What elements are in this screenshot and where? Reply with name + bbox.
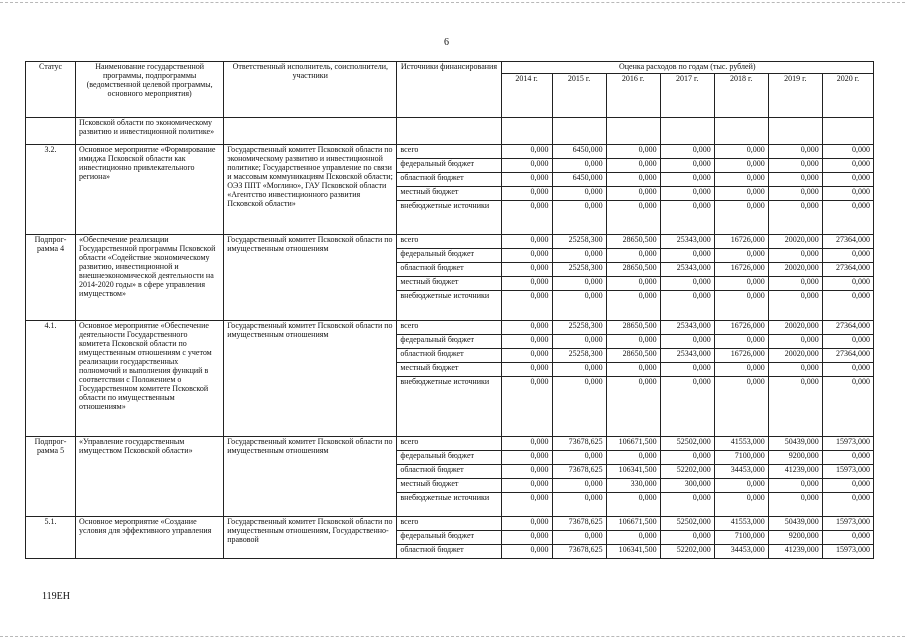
funding-source-cell: областной бюджет (397, 348, 501, 362)
amount-cell: 25258,300 (552, 262, 606, 276)
amount-cell: 0,000 (714, 158, 768, 172)
status-cell: 3.2. (26, 144, 76, 234)
amount-cell: 0,000 (501, 248, 552, 262)
amount-cell: 0,000 (606, 376, 660, 436)
amount-cell: 0,000 (552, 362, 606, 376)
amount-cell: 0,000 (552, 248, 606, 262)
amount-cell: 27364,000 (822, 348, 873, 362)
amount-cell: 0,000 (552, 478, 606, 492)
amount-cell: 0,000 (714, 478, 768, 492)
amount-cell: 0,000 (768, 158, 822, 172)
amount-cell: 0,000 (660, 172, 714, 186)
amount-cell: 0,000 (822, 492, 873, 516)
funding-source-cell: всего (397, 320, 501, 334)
amount-cell: 0,000 (768, 172, 822, 186)
status-cell: Подпрог-рамма 5 (26, 436, 76, 516)
executor-cell: Государственный комитет Псковской области по имущественным отношениям (224, 320, 397, 436)
table-row (26, 436, 874, 450)
header-status: Статус (26, 62, 76, 118)
empty-cell (26, 117, 76, 144)
amount-cell: 0,000 (552, 276, 606, 290)
amount-cell: 20020,000 (768, 320, 822, 334)
amount-cell: 41239,000 (768, 464, 822, 478)
amount-cell: 0,000 (768, 276, 822, 290)
year-header: 2014 г. (501, 73, 552, 117)
amount-cell: 0,000 (768, 248, 822, 262)
program-name-cell: Основное мероприятие «Обеспечение деятельности Государственного комитета Псковской области по имущественным отношениям с учетом реализации государственных полномочий и выполнения функций в соответствии с Положением о Государственном комитете Псковской области по имущественным отношениям» (76, 320, 224, 436)
amount-cell: 41553,000 (714, 436, 768, 450)
amount-cell: 52502,000 (660, 516, 714, 530)
funding-source-cell: всего (397, 516, 501, 530)
status-cell: 4.1. (26, 320, 76, 436)
amount-cell: 20020,000 (768, 348, 822, 362)
amount-cell: 0,000 (552, 492, 606, 516)
amount-cell: 0,000 (660, 450, 714, 464)
funding-source-cell: федеральный бюджет (397, 158, 501, 172)
amount-cell: 0,000 (714, 290, 768, 320)
amount-cell: 0,000 (660, 290, 714, 320)
amount-cell: 0,000 (768, 334, 822, 348)
amount-cell: 0,000 (606, 530, 660, 544)
amount-cell: 0,000 (660, 530, 714, 544)
amount-cell: 0,000 (660, 248, 714, 262)
empty-cell (552, 117, 606, 144)
header-executor: Ответственный исполнитель, соисполнители, участники (224, 62, 397, 118)
amount-cell: 0,000 (501, 464, 552, 478)
status-cell: Подпрог-рамма 4 (26, 234, 76, 320)
amount-cell: 0,000 (714, 376, 768, 436)
amount-cell: 0,000 (822, 186, 873, 200)
amount-cell: 0,000 (501, 158, 552, 172)
amount-cell: 0,000 (768, 144, 822, 158)
amount-cell: 50439,000 (768, 516, 822, 530)
amount-cell: 20020,000 (768, 262, 822, 276)
year-header: 2017 г. (660, 73, 714, 117)
amount-cell: 0,000 (501, 290, 552, 320)
amount-cell: 0,000 (501, 544, 552, 558)
amount-cell: 0,000 (501, 320, 552, 334)
amount-cell: 25343,000 (660, 348, 714, 362)
amount-cell: 0,000 (822, 530, 873, 544)
funding-source-cell: местный бюджет (397, 362, 501, 376)
amount-cell: 0,000 (501, 144, 552, 158)
amount-cell: 25258,300 (552, 348, 606, 362)
amount-cell: 0,000 (606, 248, 660, 262)
amount-cell: 0,000 (552, 334, 606, 348)
funding-source-cell: местный бюджет (397, 276, 501, 290)
amount-cell: 0,000 (660, 276, 714, 290)
amount-cell: 15973,000 (822, 436, 873, 450)
amount-cell: 0,000 (714, 492, 768, 516)
amount-cell: 0,000 (660, 362, 714, 376)
program-name-cell: «Управление государственным имуществом Псковской области» (76, 436, 224, 516)
amount-cell: 52202,000 (660, 464, 714, 478)
amount-cell: 0,000 (606, 186, 660, 200)
amount-cell: 27364,000 (822, 234, 873, 248)
amount-cell: 34453,000 (714, 464, 768, 478)
amount-cell: 0,000 (552, 450, 606, 464)
amount-cell: 0,000 (768, 186, 822, 200)
amount-cell: 0,000 (822, 200, 873, 234)
footer-code: 119ЕН (42, 591, 70, 602)
amount-cell: 27364,000 (822, 262, 873, 276)
amount-cell: 0,000 (606, 362, 660, 376)
amount-cell: 34453,000 (714, 544, 768, 558)
amount-cell: 0,000 (501, 262, 552, 276)
continuation-text: Псковской области по экономическому развитию и инвестиционной политике» (76, 117, 224, 144)
funding-source-cell: федеральный бюджет (397, 248, 501, 262)
funding-source-cell: внебюджетные источники (397, 290, 501, 320)
amount-cell: 0,000 (768, 492, 822, 516)
page-number: 6 (444, 37, 449, 48)
funding-source-cell: всего (397, 436, 501, 450)
table-row (26, 144, 874, 158)
funding-source-cell: федеральный бюджет (397, 334, 501, 348)
header-row-top (26, 62, 874, 74)
executor-cell: Государственный комитет Псковской области по имущественным отношениям (224, 234, 397, 320)
amount-cell: 0,000 (822, 376, 873, 436)
amount-cell: 0,000 (714, 248, 768, 262)
funding-source-cell: областной бюджет (397, 544, 501, 558)
amount-cell: 0,000 (822, 158, 873, 172)
empty-cell (768, 117, 822, 144)
funding-source-cell: внебюджетные источники (397, 200, 501, 234)
amount-cell: 0,000 (606, 492, 660, 516)
amount-cell: 0,000 (822, 478, 873, 492)
continuation-row (26, 117, 874, 144)
table-row (26, 516, 874, 530)
executor-cell: Государственный комитет Псковской области по экономическому развитию и инвестиционной политике; Государственное управление по связи и массовым коммуникациям Псковской области; ОЭЗ ППТ «Моглино», ГАУ Псковской области «Агентство инвестиционного развития Псковской области» (224, 144, 397, 234)
amount-cell: 0,000 (714, 200, 768, 234)
amount-cell: 6450,000 (552, 172, 606, 186)
amount-cell: 7100,000 (714, 450, 768, 464)
amount-cell: 16726,000 (714, 348, 768, 362)
amount-cell: 0,000 (822, 276, 873, 290)
year-header: 2015 г. (552, 73, 606, 117)
amount-cell: 0,000 (606, 276, 660, 290)
amount-cell: 9200,000 (768, 530, 822, 544)
empty-cell (606, 117, 660, 144)
amount-cell: 0,000 (714, 276, 768, 290)
amount-cell: 0,000 (660, 492, 714, 516)
amount-cell: 27364,000 (822, 320, 873, 334)
table-row (26, 320, 874, 334)
empty-cell (822, 117, 873, 144)
funding-source-cell: федеральный бюджет (397, 530, 501, 544)
empty-cell (397, 117, 501, 144)
amount-cell: 52202,000 (660, 544, 714, 558)
scan-bottom-edge (0, 636, 905, 638)
amount-cell: 9200,000 (768, 450, 822, 464)
funding-source-cell: всего (397, 234, 501, 248)
amount-cell: 15973,000 (822, 516, 873, 530)
amount-cell: 106671,500 (606, 436, 660, 450)
expenditure-table (25, 61, 874, 559)
amount-cell: 50439,000 (768, 436, 822, 450)
amount-cell: 0,000 (714, 334, 768, 348)
amount-cell: 15973,000 (822, 464, 873, 478)
amount-cell: 0,000 (768, 200, 822, 234)
amount-cell: 0,000 (501, 186, 552, 200)
amount-cell: 0,000 (606, 334, 660, 348)
amount-cell: 0,000 (501, 376, 552, 436)
amount-cell: 41239,000 (768, 544, 822, 558)
amount-cell: 25343,000 (660, 320, 714, 334)
amount-cell: 0,000 (501, 200, 552, 234)
amount-cell: 0,000 (606, 144, 660, 158)
amount-cell: 41553,000 (714, 516, 768, 530)
amount-cell: 0,000 (822, 290, 873, 320)
amount-cell: 73678,625 (552, 544, 606, 558)
table-row (26, 234, 874, 248)
amount-cell: 0,000 (660, 144, 714, 158)
year-header: 2016 г. (606, 73, 660, 117)
program-name-cell: Основное мероприятие «Создание условия для эффективного управления (76, 516, 224, 558)
amount-cell: 300,000 (660, 478, 714, 492)
amount-cell: 0,000 (606, 172, 660, 186)
funding-source-cell: всего (397, 144, 501, 158)
amount-cell: 0,000 (606, 290, 660, 320)
amount-cell: 0,000 (501, 516, 552, 530)
amount-cell: 73678,625 (552, 516, 606, 530)
amount-cell: 25343,000 (660, 262, 714, 276)
amount-cell: 0,000 (822, 362, 873, 376)
amount-cell: 0,000 (660, 186, 714, 200)
header-estimate: Оценка расходов по годам (тыс. рублей) (501, 62, 874, 74)
header-source: Источники финансирования (397, 62, 501, 118)
amount-cell: 0,000 (501, 334, 552, 348)
amount-cell: 0,000 (714, 172, 768, 186)
amount-cell: 0,000 (501, 362, 552, 376)
program-name-cell: Основное мероприятие «Формирование имиджа Псковской области как инвестиционно привлекательного региона» (76, 144, 224, 234)
empty-cell (660, 117, 714, 144)
amount-cell: 0,000 (822, 172, 873, 186)
amount-cell: 0,000 (552, 186, 606, 200)
funding-source-cell: внебюджетные источники (397, 376, 501, 436)
amount-cell: 0,000 (501, 478, 552, 492)
amount-cell: 28650,500 (606, 348, 660, 362)
amount-cell: 0,000 (501, 450, 552, 464)
amount-cell: 16726,000 (714, 320, 768, 334)
status-cell: 5.1. (26, 516, 76, 558)
amount-cell: 0,000 (606, 450, 660, 464)
amount-cell: 28650,500 (606, 320, 660, 334)
amount-cell: 28650,500 (606, 262, 660, 276)
scan-top-edge (0, 2, 905, 4)
amount-cell: 6450,000 (552, 144, 606, 158)
funding-source-cell: федеральный бюджет (397, 450, 501, 464)
amount-cell: 25343,000 (660, 234, 714, 248)
amount-cell: 16726,000 (714, 262, 768, 276)
amount-cell: 0,000 (552, 290, 606, 320)
amount-cell: 106671,500 (606, 516, 660, 530)
amount-cell: 0,000 (822, 334, 873, 348)
amount-cell: 0,000 (768, 290, 822, 320)
year-header: 2019 г. (768, 73, 822, 117)
amount-cell: 7100,000 (714, 530, 768, 544)
funding-source-cell: областной бюджет (397, 262, 501, 276)
funding-source-cell: внебюджетные источники (397, 492, 501, 516)
amount-cell: 0,000 (552, 200, 606, 234)
amount-cell: 0,000 (714, 362, 768, 376)
funding-source-cell: местный бюджет (397, 186, 501, 200)
funding-source-cell: местный бюджет (397, 478, 501, 492)
amount-cell: 0,000 (501, 492, 552, 516)
year-header: 2018 г. (714, 73, 768, 117)
amount-cell: 73678,625 (552, 436, 606, 450)
amount-cell: 0,000 (822, 450, 873, 464)
amount-cell: 25258,300 (552, 320, 606, 334)
amount-cell: 0,000 (501, 436, 552, 450)
amount-cell: 0,000 (501, 172, 552, 186)
amount-cell: 0,000 (714, 186, 768, 200)
program-name-cell: «Обеспечение реализации Государственной программы Псковской области «Содействие экономическому развитию, инвестиционной и внешнеэкономической деятельности на 2014-2020 годы» в сфере управления имуществом» (76, 234, 224, 320)
header-name: Наименование государственной программы, подпрограммы (ведомственной целевой программы, основного мероприятия) (76, 62, 224, 118)
empty-cell (501, 117, 552, 144)
amount-cell: 0,000 (552, 158, 606, 172)
amount-cell: 0,000 (822, 248, 873, 262)
amount-cell: 0,000 (606, 158, 660, 172)
amount-cell: 106341,500 (606, 544, 660, 558)
amount-cell: 52502,000 (660, 436, 714, 450)
amount-cell: 330,000 (606, 478, 660, 492)
amount-cell: 0,000 (660, 158, 714, 172)
amount-cell: 0,000 (768, 362, 822, 376)
amount-cell: 0,000 (501, 276, 552, 290)
amount-cell: 0,000 (552, 376, 606, 436)
funding-source-cell: областной бюджет (397, 464, 501, 478)
amount-cell: 0,000 (660, 376, 714, 436)
amount-cell: 0,000 (768, 478, 822, 492)
executor-cell: Государственный комитет Псковской области по имущественным отношениям, Государственно-правовой (224, 516, 397, 558)
empty-cell (714, 117, 768, 144)
amount-cell: 0,000 (768, 376, 822, 436)
amount-cell: 0,000 (501, 348, 552, 362)
amount-cell: 0,000 (501, 234, 552, 248)
amount-cell: 0,000 (501, 530, 552, 544)
empty-cell (224, 117, 397, 144)
amount-cell: 0,000 (552, 530, 606, 544)
amount-cell: 0,000 (660, 334, 714, 348)
amount-cell: 20020,000 (768, 234, 822, 248)
amount-cell: 0,000 (606, 200, 660, 234)
amount-cell: 25258,300 (552, 234, 606, 248)
amount-cell: 15973,000 (822, 544, 873, 558)
funding-source-cell: областной бюджет (397, 172, 501, 186)
amount-cell: 0,000 (714, 144, 768, 158)
executor-cell: Государственный комитет Псковской области по имущественным отношениям (224, 436, 397, 516)
amount-cell: 28650,500 (606, 234, 660, 248)
amount-cell: 106341,500 (606, 464, 660, 478)
amount-cell: 73678,625 (552, 464, 606, 478)
year-header: 2020 г. (822, 73, 873, 117)
amount-cell: 16726,000 (714, 234, 768, 248)
program-blocks (26, 144, 874, 558)
amount-cell: 0,000 (822, 144, 873, 158)
amount-cell: 0,000 (660, 200, 714, 234)
